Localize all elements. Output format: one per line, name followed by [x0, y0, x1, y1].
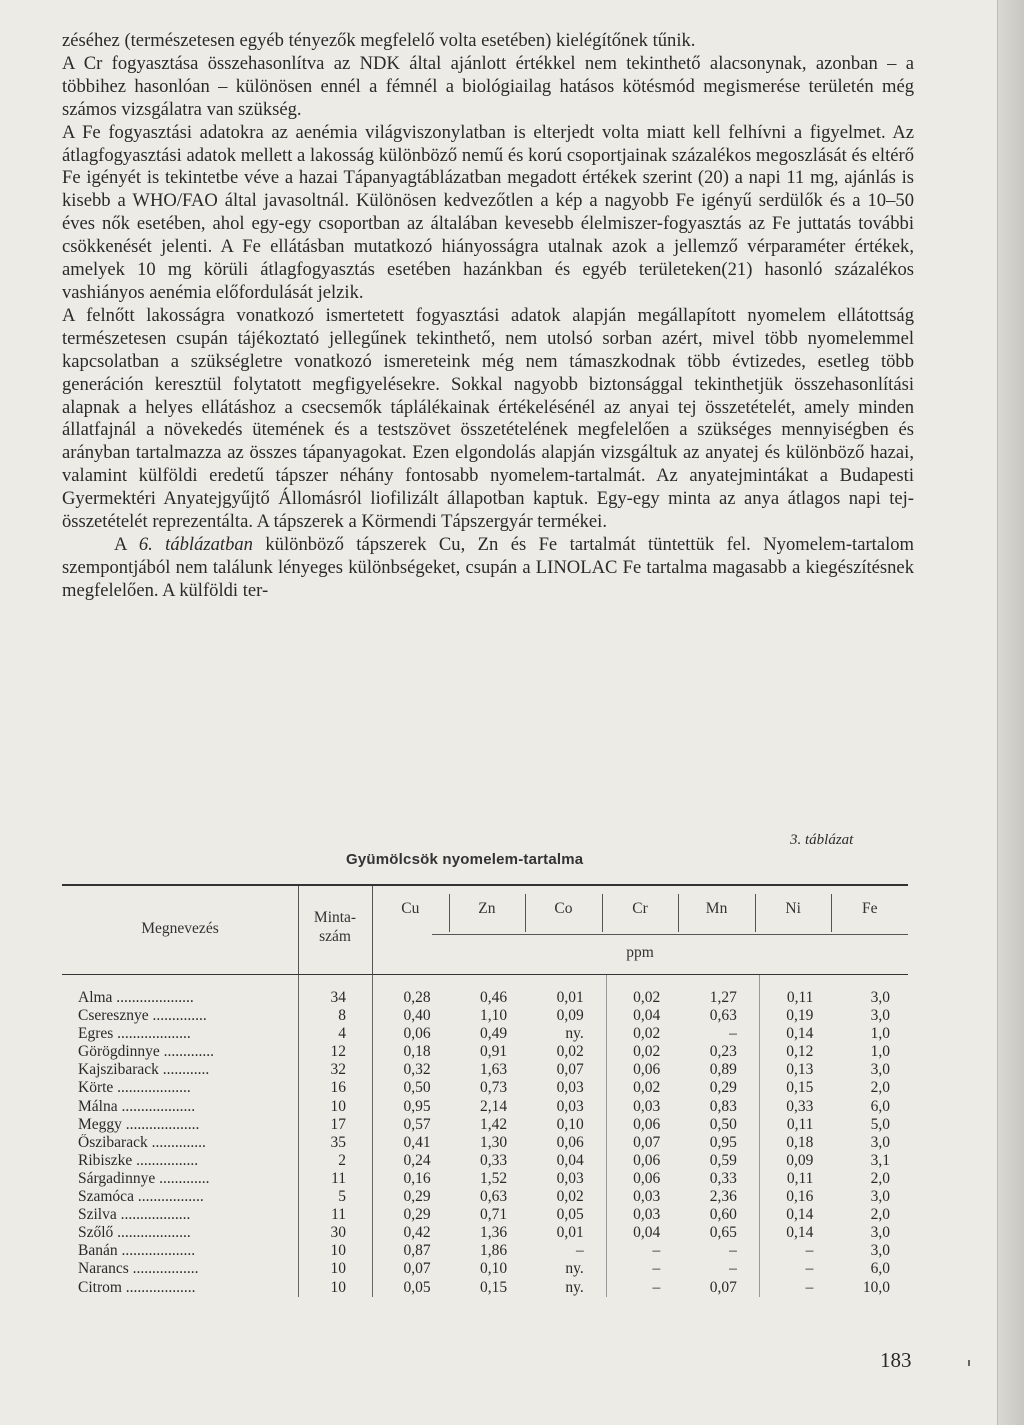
- cell-zn: 1,86: [480, 1242, 508, 1260]
- cell-zn: 0,71: [480, 1206, 508, 1224]
- cell-zn: 1,42: [480, 1115, 508, 1133]
- cell-fe: 2,0: [870, 1206, 890, 1224]
- cell-cu: 0,06: [403, 1025, 431, 1043]
- cell-cr: 0,06: [633, 1151, 661, 1169]
- cell-co: 0,01: [556, 1224, 584, 1242]
- header-element-zn: Zn: [478, 900, 496, 917]
- cell-co: 0,09: [556, 1007, 584, 1025]
- sample-count: 16: [330, 1079, 346, 1097]
- cell-ni: –: [805, 1278, 814, 1296]
- sample-count: 10: [330, 1278, 346, 1296]
- cell-cr: 0,04: [633, 1007, 661, 1025]
- table-row: [62, 1188, 908, 1206]
- fruit-name: Ribiszke ................: [78, 1151, 199, 1169]
- table-row: [62, 1061, 908, 1079]
- fruit-name: Sárgadinnye .............: [78, 1169, 210, 1187]
- header-element-ni: Ni: [785, 900, 801, 917]
- fruit-name: Szamóca .................: [78, 1188, 204, 1206]
- cell-cr: 0,02: [633, 1043, 661, 1061]
- table-row: [62, 1279, 908, 1297]
- cell-ni: 0,33: [786, 1097, 814, 1115]
- cell-mn: 0,29: [709, 1079, 737, 1097]
- cell-ni: 0,14: [786, 1224, 814, 1242]
- cell-cr: 0,06: [633, 1115, 661, 1133]
- cell-cu: 0,87: [403, 1242, 431, 1260]
- cell-fe: 2,0: [870, 1079, 890, 1097]
- sample-count: 4: [338, 1025, 346, 1043]
- table-row: [62, 1242, 908, 1260]
- cell-cr: 0,02: [633, 1079, 661, 1097]
- cell-cr: 0,04: [633, 1224, 661, 1242]
- cell-ni: 0,11: [786, 1115, 814, 1133]
- cell-co: 0,03: [556, 1169, 584, 1187]
- cell-zn: 1,63: [480, 1061, 508, 1079]
- fruit-name: Szilva ..................: [78, 1206, 191, 1224]
- sample-count: 10: [330, 1242, 346, 1260]
- cell-fe: 6,0: [870, 1097, 890, 1115]
- cell-mn: 0,59: [709, 1151, 737, 1169]
- cell-zn: 1,10: [480, 1007, 508, 1025]
- cell-co: ny.: [565, 1025, 584, 1043]
- cell-zn: 1,52: [480, 1169, 508, 1187]
- fruit-name: Alma ....................: [78, 989, 194, 1006]
- cell-zn: 1,36: [480, 1224, 508, 1242]
- cell-ni: 0,09: [786, 1151, 814, 1169]
- fruit-name: Cseresznye ..............: [78, 1007, 207, 1025]
- cell-co: 0,03: [556, 1079, 584, 1097]
- cell-ni: 0,14: [786, 1025, 814, 1043]
- cell-ni: 0,15: [786, 1079, 814, 1097]
- cell-fe: 10,0: [862, 1278, 890, 1296]
- cell-cu: 0,40: [403, 1007, 431, 1025]
- cell-mn: 0,33: [709, 1169, 737, 1187]
- cell-fe: 2,0: [870, 1169, 890, 1187]
- fruit-name: Őszibarack ..............: [78, 1133, 206, 1151]
- cell-zn: 0,33: [480, 1151, 508, 1169]
- cell-ni: 0,18: [786, 1133, 814, 1151]
- paragraph: A Fe fogyasztási adatokra az aenémia világviszonylatban is elterjedt volta miatt kell felhívni a figyelmet. Az átlagfogyasztási adatok mellett a lakosság különböző nemű és korú csoportjainak százalékos megoszlását és eltérő Fe igényét is tekintetbe véve a hazai Tápanyagtáblázatban megadott értékek szerint (20) a napi 11 mg, ajánlás is kisebb a WHO/FAO által javasoltnál. Különösen kedvezőtlen a kép a nagyobb Fe igényű serdülők és a 10–50 éves nők esetében, ahol egy-egy csoportban az általában kevesebb élelmiszer-fogyasztás az Fe juttatás további csökkenését jelenti. A Fe ellátásban mutatkozó hiányosságra utalnak azok a jellemző vérparaméter értékek, amelyek 10 mg körüli átlagfogyasztás esetében hazánkban és egyéb területeken(21) hasonló százalékos vashiányos aenémia előfordulását jelzik.: [62, 121, 914, 303]
- cell-co: 0,02: [556, 1188, 584, 1206]
- header-megnevezes: Megnevezés: [141, 920, 219, 937]
- cell-cr: –: [652, 1278, 661, 1296]
- header-mintaszam: Minta-szám: [313, 909, 357, 945]
- cell-cu: 0,28: [403, 989, 431, 1006]
- page-number: 183: [880, 1348, 912, 1372]
- fruit-name: Málna ...................: [78, 1097, 196, 1115]
- paragraph: A Cr fogyasztása összehasonlítva az NDK által ajánlott értékkel nem tekinthető alacsonynak, azonban – a többihez hasonlóan – különösen ennél a fémnél a biológiailag hatásos kötésmód megismerése területén még számos vizsgálatra van szükség.: [62, 52, 914, 120]
- table-row: [62, 1007, 908, 1025]
- cell-cr: 0,07: [633, 1133, 661, 1151]
- sample-count: 32: [330, 1061, 346, 1079]
- fruit-trace-element-table: [62, 884, 908, 1297]
- cell-mn: –: [729, 1260, 737, 1278]
- cell-ni: 0,11: [786, 989, 814, 1006]
- cell-fe: 1,0: [870, 1043, 890, 1061]
- margin-mark: [968, 1360, 970, 1366]
- table-row: [62, 1224, 908, 1242]
- table-row: [62, 1206, 908, 1224]
- table-row: [62, 1025, 908, 1043]
- cell-fe: 6,0: [870, 1260, 890, 1278]
- sample-count: 12: [330, 1043, 346, 1061]
- cell-ni: –: [805, 1260, 814, 1278]
- cell-zn: 0,91: [480, 1043, 508, 1061]
- cell-cu: 0,32: [403, 1061, 431, 1079]
- sample-count: 8: [338, 1007, 346, 1025]
- fruit-name: Meggy ...................: [78, 1115, 200, 1133]
- sample-count: 35: [330, 1133, 346, 1151]
- paragraph: A felnőtt lakosságra vonatkozó ismertetett fogyasztási adatok alapján megállapított nyomelem ellátottság természetesen csupán tájékoztató jellegűnek tekinthető, nem utolsó sorban azért, mivel több nyomelemmel kapcsolatban a szükségletre vonatkozó ismereteink még nem támaszkodnak több évtizedes, esetleg több generáción keresztül folytatott megfigyelésekre. Sokkal nagyobb biztonsággal tekinthetjük összehasonlítási alapnak a helyes ellátáshoz a csecsemők táplálékainak értékelésénél az anyai tej összetételét, amely minden állatfajnál a növekedés ütemének és a testszövet összetételének megfelelően a szükséges mennyiségben és arányban tartalmazza az összes tápanyagokat. Ezen elgondolás alapján vizsgáltuk az anyatej és különböző hazai, valamint külföldi eredetű tápszer néhány fontosabb nyomelem-tartalmát. Az anyatejmintákat a Budapesti Gyermektéri Anyatejgyűjtő Állomásról liofilizált állapotban kaptuk. Egy-egy minta az anya átlagos napi tej-összetételét reprezentálta. A tápszerek a Körmendi Tápszergyár termékei.: [62, 304, 914, 533]
- cell-co: 0,01: [556, 989, 584, 1006]
- cell-cr: 0,06: [633, 1061, 661, 1079]
- cell-mn: 1,27: [709, 989, 737, 1006]
- table-row: [62, 1170, 908, 1188]
- cell-fe: 3,1: [870, 1151, 890, 1169]
- cell-mn: 0,65: [709, 1224, 737, 1242]
- cell-cu: 0,29: [403, 1206, 431, 1224]
- cell-fe: 1,0: [870, 1025, 890, 1043]
- body-text: [62, 30, 914, 603]
- header-element-cu: Cu: [401, 900, 420, 917]
- cell-zn: 0,49: [480, 1025, 508, 1043]
- sample-count: 2: [338, 1151, 346, 1169]
- sample-count: 10: [330, 1097, 346, 1115]
- table-reference: 6. táblázatban: [138, 533, 253, 555]
- cell-cr: 0,02: [633, 1025, 661, 1043]
- table-row: [62, 1152, 908, 1170]
- header-unit: ppm: [626, 944, 654, 961]
- table-row: [62, 1079, 908, 1097]
- page-edge: [997, 0, 1024, 1425]
- cell-cu: 0,57: [403, 1115, 431, 1133]
- table-row: [62, 989, 908, 1007]
- cell-mn: 0,83: [709, 1097, 737, 1115]
- cell-fe: 3,0: [870, 1061, 890, 1079]
- cell-mn: 2,36: [709, 1188, 737, 1206]
- cell-cu: 0,50: [403, 1079, 431, 1097]
- cell-cu: 0,29: [403, 1188, 431, 1206]
- cell-fe: 3,0: [870, 1188, 890, 1206]
- cell-cu: 0,16: [403, 1169, 431, 1187]
- header-element-co: Co: [554, 900, 573, 917]
- cell-fe: 5,0: [870, 1115, 890, 1133]
- cell-cr: 0,03: [633, 1206, 661, 1224]
- cell-mn: 0,95: [709, 1133, 737, 1151]
- cell-zn: 0,46: [480, 989, 508, 1006]
- table-row: [62, 1116, 908, 1134]
- cell-cu: 0,95: [403, 1097, 431, 1115]
- cell-ni: –: [805, 1242, 814, 1260]
- cell-zn: 0,63: [480, 1188, 508, 1206]
- cell-zn: 2,14: [480, 1097, 508, 1115]
- cell-mn: 0,60: [709, 1206, 737, 1224]
- cell-cr: –: [652, 1260, 661, 1278]
- cell-co: ny.: [565, 1278, 584, 1296]
- fruit-name: Egres ...................: [78, 1025, 191, 1043]
- sample-count: 17: [330, 1115, 346, 1133]
- cell-cr: 0,06: [633, 1169, 661, 1187]
- cell-zn: 0,10: [480, 1260, 508, 1278]
- cell-co: 0,10: [556, 1115, 584, 1133]
- table-header: [62, 886, 908, 975]
- paragraph: A 6. táblázatban különböző tápszerek Cu, Zn és Fe tartalmát tüntettük fel. Nyomelem-tartalom szempontjából nem találunk lényeges különbségeket, csupán a LINOLAC Fe tartalma magasabb a kiegészítésnek megfelelően. A külföldi ter-: [62, 533, 914, 601]
- cell-co: 0,06: [556, 1133, 584, 1151]
- fruit-name: Banán ...................: [78, 1242, 196, 1260]
- cell-co: 0,07: [556, 1061, 584, 1079]
- cell-cu: 0,07: [403, 1260, 431, 1278]
- fruit-name: Szőlő ...................: [78, 1224, 191, 1242]
- cell-ni: 0,19: [786, 1007, 814, 1025]
- cell-ni: 0,13: [786, 1061, 814, 1079]
- cell-ni: 0,16: [786, 1188, 814, 1206]
- fruit-name: Kajszibarack ............: [78, 1061, 210, 1079]
- sample-count: 30: [330, 1224, 346, 1242]
- cell-mn: 0,23: [709, 1043, 737, 1061]
- cell-cu: 0,42: [403, 1224, 431, 1242]
- cell-co: –: [575, 1242, 584, 1260]
- cell-mn: 0,50: [709, 1115, 737, 1133]
- table-row: [62, 1098, 908, 1116]
- cell-co: 0,04: [556, 1151, 584, 1169]
- cell-cr: 0,03: [633, 1097, 661, 1115]
- cell-co: 0,03: [556, 1097, 584, 1115]
- fruit-name: Narancs .................: [78, 1260, 199, 1278]
- table-row: [62, 1134, 908, 1152]
- fruit-name: Körte ...................: [78, 1079, 191, 1097]
- paragraph: zéséhez (természetesen egyéb tényezők megfelelő volta esetében) kielégítőnek tűnik.: [62, 30, 696, 51]
- table-number: 3. táblázat: [790, 832, 854, 848]
- cell-co: 0,05: [556, 1206, 584, 1224]
- cell-cr: 0,03: [633, 1188, 661, 1206]
- cell-ni: 0,14: [786, 1206, 814, 1224]
- cell-zn: 0,73: [480, 1079, 508, 1097]
- fruit-name: Görögdinnye .............: [78, 1043, 215, 1061]
- cell-mn: 0,89: [709, 1061, 737, 1079]
- cell-cu: 0,18: [403, 1043, 431, 1061]
- cell-mn: –: [729, 1242, 737, 1260]
- table-row: [62, 1043, 908, 1061]
- table-title: Gyümölcsök nyomelem-tartalma: [346, 851, 584, 868]
- cell-cu: 0,41: [403, 1133, 431, 1151]
- cell-cr: 0,02: [633, 989, 661, 1006]
- cell-mn: 0,07: [709, 1278, 737, 1296]
- table-body: [62, 975, 908, 1297]
- cell-fe: 3,0: [870, 1224, 890, 1242]
- cell-zn: 0,15: [480, 1278, 508, 1296]
- fruit-name: Citrom ..................: [78, 1278, 196, 1296]
- cell-fe: 3,0: [870, 989, 890, 1006]
- cell-cu: 0,05: [403, 1278, 431, 1296]
- table-row: [62, 1260, 908, 1278]
- sample-count: 34: [330, 989, 346, 1006]
- cell-co: ny.: [565, 1260, 584, 1278]
- cell-co: 0,02: [556, 1043, 584, 1061]
- cell-cr: –: [652, 1242, 661, 1260]
- header-element-cr: Cr: [632, 900, 648, 917]
- cell-mn: –: [729, 1025, 737, 1043]
- sample-count: 11: [331, 1206, 346, 1224]
- cell-fe: 3,0: [870, 1133, 890, 1151]
- cell-fe: 3,0: [870, 1007, 890, 1025]
- cell-ni: 0,11: [786, 1169, 814, 1187]
- sample-count: 5: [338, 1188, 346, 1206]
- cell-mn: 0,63: [709, 1007, 737, 1025]
- cell-fe: 3,0: [870, 1242, 890, 1260]
- cell-ni: 0,12: [786, 1043, 814, 1061]
- header-element-mn: Mn: [705, 900, 728, 917]
- cell-zn: 1,30: [480, 1133, 508, 1151]
- sample-count: 10: [330, 1260, 346, 1278]
- cell-cu: 0,24: [403, 1151, 431, 1169]
- sample-count: 11: [331, 1169, 346, 1187]
- header-element-fe: Fe: [861, 900, 878, 917]
